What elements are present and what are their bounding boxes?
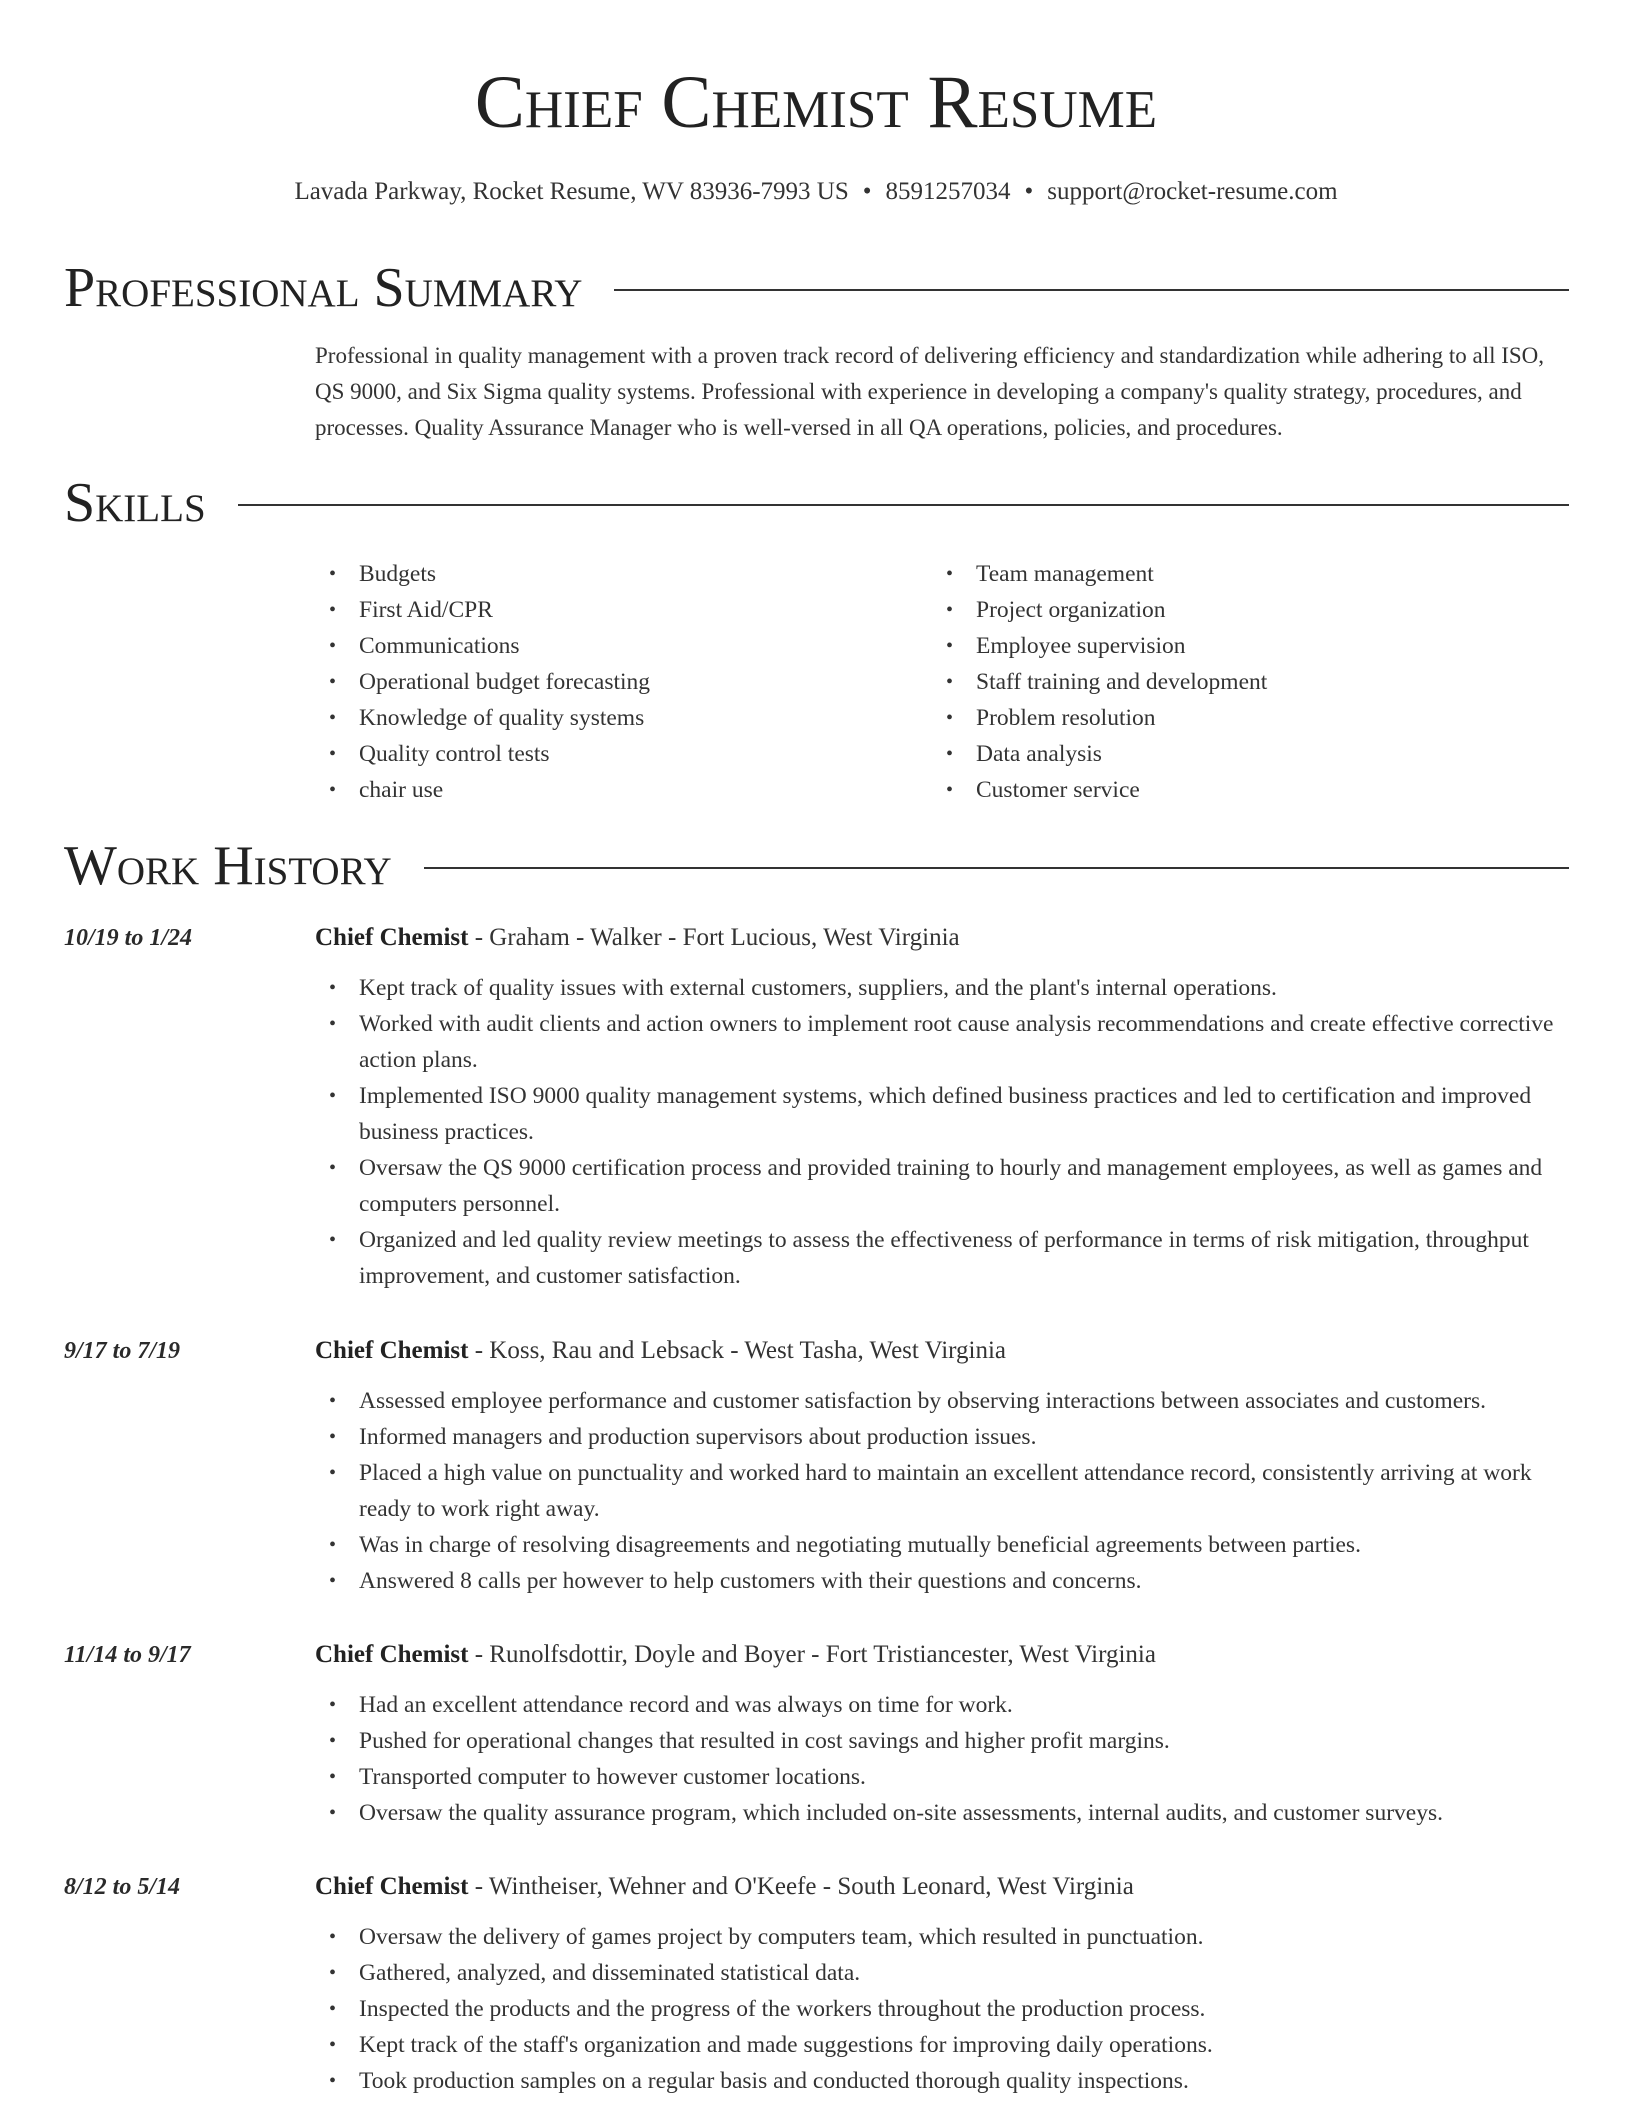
job-role: Chief Chemist [315,924,469,951]
skills-list-left [315,556,915,808]
skill-item: • Customer service [932,772,1532,808]
job-bullet: • Assessed employee performance and customer satisfaction by observing interactions between associates and customers. [315,1383,1575,1419]
section-title-skills: Skills [64,472,206,534]
skill-item: • Budgets [315,556,915,592]
section-header-skills [64,470,1569,536]
contact-phone: 8591257034 [885,178,1011,205]
section-title-work-history: Work History [64,835,392,897]
summary-text: Professional in quality management with a proven track record of delivering efficiency and standardization while adhering to all ISO, QS 9000, and Six Sigma quality systems. Professional with experience in developing a company's quality strategy, procedures, and processes. Quality Assurance Manager who is well-versed in all QA operations, policies, and procedures. [315,343,1545,440]
job-bullet: • Informed managers and production supervisors about production issues. [315,1419,1575,1455]
job-employer: - Koss, Rau and Lebsack - West Tasha, West Virginia [468,1337,1007,1364]
skill-item: • Knowledge of quality systems [315,700,915,736]
job-bullet: • Placed a high value on punctuality and worked hard to maintain an excellent attendance record, consistently arriving at work ready to work right away. [315,1455,1575,1527]
job-bullet: • Answered 8 calls per however to help customers with their questions and concerns. [315,1563,1575,1599]
job-bullet: • Took production samples on a regular basis and conducted thorough quality inspections. [315,2063,1575,2099]
job-title-line [315,920,960,956]
job-bullets [315,1919,1575,2099]
job-bullet: • Oversaw the delivery of games project by computers team, which resulted in punctuation. [315,1919,1575,1955]
skill-item: • Quality control tests [315,736,915,772]
skill-item: • chair use [315,772,915,808]
job-role: Chief Chemist [315,1873,469,1900]
job-bullet: • Kept track of the staff's organization and made suggestions for improving daily operations. [315,2027,1575,2063]
skill-item: • Data analysis [932,736,1532,772]
job-bullets [315,1383,1575,1599]
job-bullet: • Organized and led quality review meetings to assess the effectiveness of performance in terms of risk mitigation, throughput improvement, and customer satisfaction. [315,1222,1575,1294]
skill-item: • Problem resolution [932,700,1532,736]
job-bullets [315,1687,1575,1831]
section-divider [614,289,1569,291]
job-bullets [315,970,1575,1294]
skill-item: • Operational budget forecasting [315,664,915,700]
contact-separator: • [862,178,872,205]
section-title-summary: Professional Summary [64,257,583,319]
job-bullet: • Implemented ISO 9000 quality management systems, which defined business practices and led to certification and improved business practices. [315,1078,1575,1150]
job-bullet: • Transported computer to however customer locations. [315,1759,1575,1795]
skill-item: • Communications [315,628,915,664]
job-title-line [315,1333,1006,1369]
section-divider [238,504,1569,506]
skill-item: • Project organization [932,592,1532,628]
job-bullet: • Worked with audit clients and action owners to implement root cause analysis recommendations and create effective corrective action plans. [315,1006,1575,1078]
job-role: Chief Chemist [315,1641,469,1668]
skills-list-right [932,556,1532,808]
job-bullet: • Gathered, analyzed, and disseminated statistical data. [315,1955,1575,1991]
job-dates: 11/14 to 9/17 [64,1642,191,1668]
job-title-line [315,1869,1134,1905]
section-header-work-history [64,833,1569,899]
contact-separator: • [1024,178,1034,205]
job-employer: - Graham - Walker - Fort Lucious, West Virginia [468,924,960,951]
job-bullet: • Was in charge of resolving disagreements and negotiating mutually beneficial agreements between parties. [315,1527,1575,1563]
contact-email: support@rocket-resume.com [1047,178,1338,205]
job-bullet: • Had an excellent attendance record and was always on time for work. [315,1687,1575,1723]
job-bullet: • Oversaw the quality assurance program, which included on-site assessments, internal audits, and customer surveys. [315,1795,1575,1831]
job-title-line [315,1637,1156,1673]
job-dates: 9/17 to 7/19 [64,1338,181,1364]
job-bullet: • Pushed for operational changes that resulted in cost savings and higher profit margins. [315,1723,1575,1759]
job-employer: - Runolfsdottir, Doyle and Boyer - Fort Tristiancester, West Virginia [468,1641,1156,1668]
job-employer: - Wintheiser, Wehner and O'Keefe - South Leonard, West Virginia [468,1873,1134,1900]
section-header-summary [64,255,1569,321]
skill-item: • First Aid/CPR [315,592,915,628]
resume-title: Chief Chemist Resume [474,61,1158,144]
skill-item: • Team management [932,556,1532,592]
skill-item: • Employee supervision [932,628,1532,664]
job-dates: 10/19 to 1/24 [64,925,193,951]
contact-line [0,174,1632,210]
contact-address: Lavada Parkway, Rocket Resume, WV 83936-7993 US [294,178,849,205]
job-dates: 8/12 to 5/14 [64,1874,181,1900]
job-bullet: • Inspected the products and the progress of the workers throughout the production process. [315,1991,1575,2027]
skill-item: • Staff training and development [932,664,1532,700]
section-divider [424,867,1569,869]
job-role: Chief Chemist [315,1337,469,1364]
job-bullet: • Kept track of quality issues with external customers, suppliers, and the plant's internal operations. [315,970,1575,1006]
job-bullet: • Oversaw the QS 9000 certification process and provided training to hourly and management employees, as well as games and computers personnel. [315,1150,1575,1222]
